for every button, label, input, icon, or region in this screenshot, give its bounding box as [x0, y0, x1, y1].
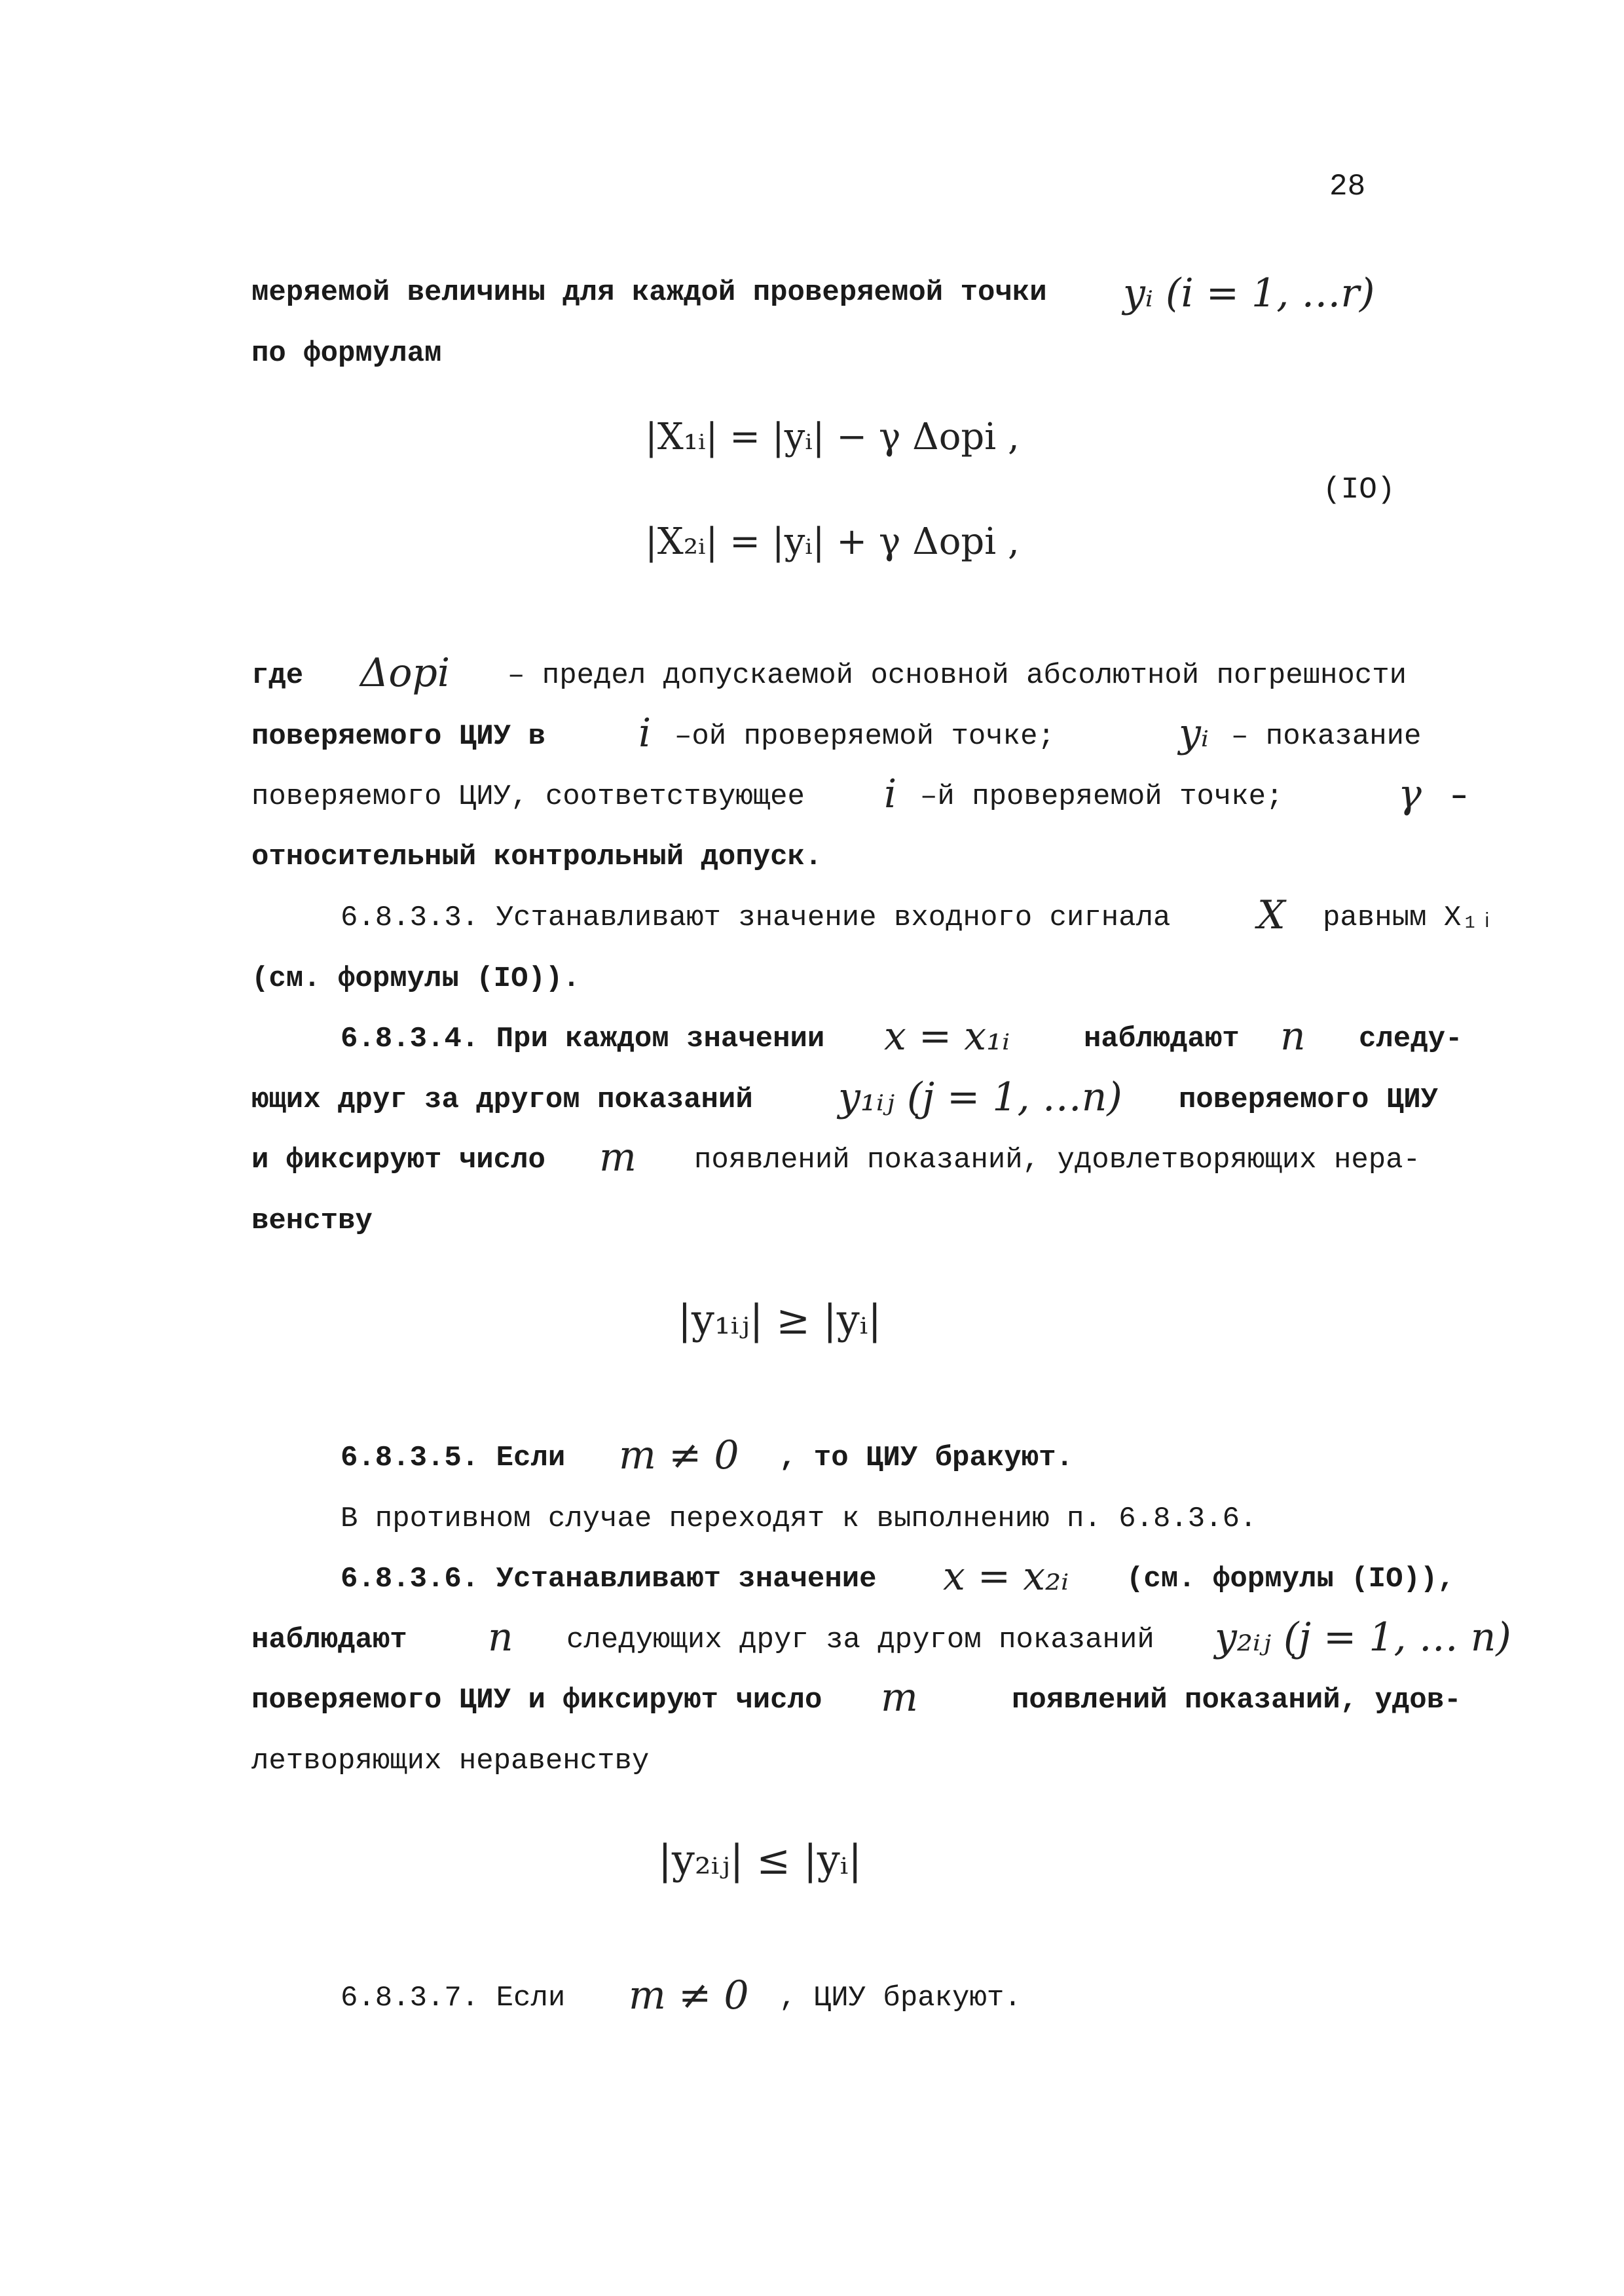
formula-y1ij: y₁ᵢⱼ (j = 1, …n) — [838, 1074, 1122, 1120]
symbol-gamma: γ — [1398, 771, 1422, 817]
symbol-i: i — [638, 710, 652, 756]
symbol-n: n — [1280, 1013, 1306, 1059]
text-line: появлений показаний, удов- — [1012, 1684, 1462, 1717]
text-line: летворяющих неравенству — [251, 1745, 650, 1777]
text-line: В противном случае переходят к выполнению п. 6.8.3.6. — [341, 1503, 1257, 1535]
symbol-yi: yᵢ — [1179, 710, 1209, 756]
text-line: появлений показаний, удовлетворяющих нера- — [694, 1144, 1420, 1176]
symbol-m: m — [599, 1135, 637, 1180]
text-line: 6.8.3.4. При каждом значении — [341, 1023, 825, 1055]
text-line: – показание — [1231, 720, 1422, 753]
text-line: наблюдают — [251, 1624, 407, 1656]
handwritten-formula: yᵢ (i = 1, …r) — [1123, 270, 1375, 316]
formula-inequality-le: |y₂ᵢⱼ| ≤ |yᵢ| — [658, 1836, 862, 1884]
text-line: и фиксируют число — [251, 1144, 545, 1176]
formula-x-eq-x2i: x = x₂ᵢ — [943, 1554, 1069, 1599]
text-line: венству — [251, 1205, 373, 1237]
formula-x-eq-x1i: x = x₁ᵢ — [884, 1013, 1010, 1059]
text-line: по формулам — [251, 337, 442, 370]
text-line: поверяемого ЦИУ, соответствующее — [251, 780, 805, 813]
text-line: относительный контрольный допуск. — [251, 841, 822, 873]
text-line: ющих друг за другом показаний — [251, 1084, 753, 1116]
text-line: (см. формулы (IO)). — [251, 962, 580, 995]
formula-m-ne-0: m ≠ 0 — [629, 1973, 749, 2018]
text-line: 6.8.3.6. Устанавливают значение — [341, 1563, 877, 1595]
text-line: равным X₁ᵢ — [1323, 902, 1496, 934]
formula-x2i: |X₂ᵢ| = |yᵢ| + γ Δopi , — [645, 520, 1020, 563]
delta-symbol: Δopi — [360, 650, 451, 696]
page-number: 28 — [1329, 170, 1366, 204]
formula-inequality-ge: |y₁ᵢⱼ| ≥ |yᵢ| — [678, 1296, 882, 1343]
text-line: поверяемого ЦИУ и фиксируют число — [251, 1684, 822, 1717]
text-line: –й проверяемой точке; — [920, 780, 1283, 813]
text-line: , ЦИУ бракуют. — [779, 1982, 1022, 2014]
text-line: – — [1450, 780, 1468, 813]
text-line: следующих друг за другом показаний — [566, 1624, 1154, 1656]
text-line: 6.8.3.3. Устанавливают значение входного сигнала — [341, 902, 1171, 934]
text-line: –ой проверяемой точке; — [674, 720, 1055, 753]
text-line: поверяемого ЦИУ в — [251, 720, 545, 753]
symbol-i: i — [884, 771, 897, 817]
symbol-x: X — [1257, 892, 1285, 938]
text-line: поверяемого ЦИУ — [1179, 1084, 1439, 1116]
symbol-n: n — [488, 1614, 513, 1660]
text-line: – предел допускаемой основной абсолютной погрешности — [507, 659, 1407, 692]
formula-m-ne-0: m ≠ 0 — [619, 1432, 739, 1478]
text-line: 6.8.3.7. Если — [341, 1982, 566, 2014]
formula-x1i: |X₁ᵢ| = |yᵢ| − γ Δopi , — [645, 416, 1020, 458]
symbol-m: m — [881, 1675, 918, 1721]
text-line: наблюдают — [1084, 1023, 1240, 1055]
text-line: (см. формулы (IO)), — [1126, 1563, 1455, 1595]
formula-y2ij: y₂ᵢⱼ (j = 1, … n) — [1215, 1614, 1511, 1660]
equation-number: (IO) — [1323, 473, 1395, 507]
text-line: , то ЦИУ бракуют. — [779, 1442, 1073, 1474]
text-where: где — [251, 659, 304, 692]
text-line: меряемой величины для каждой проверяемой точки — [251, 276, 1047, 309]
text-line: следу- — [1359, 1023, 1463, 1055]
text-line: 6.8.3.5. Если — [341, 1442, 566, 1474]
